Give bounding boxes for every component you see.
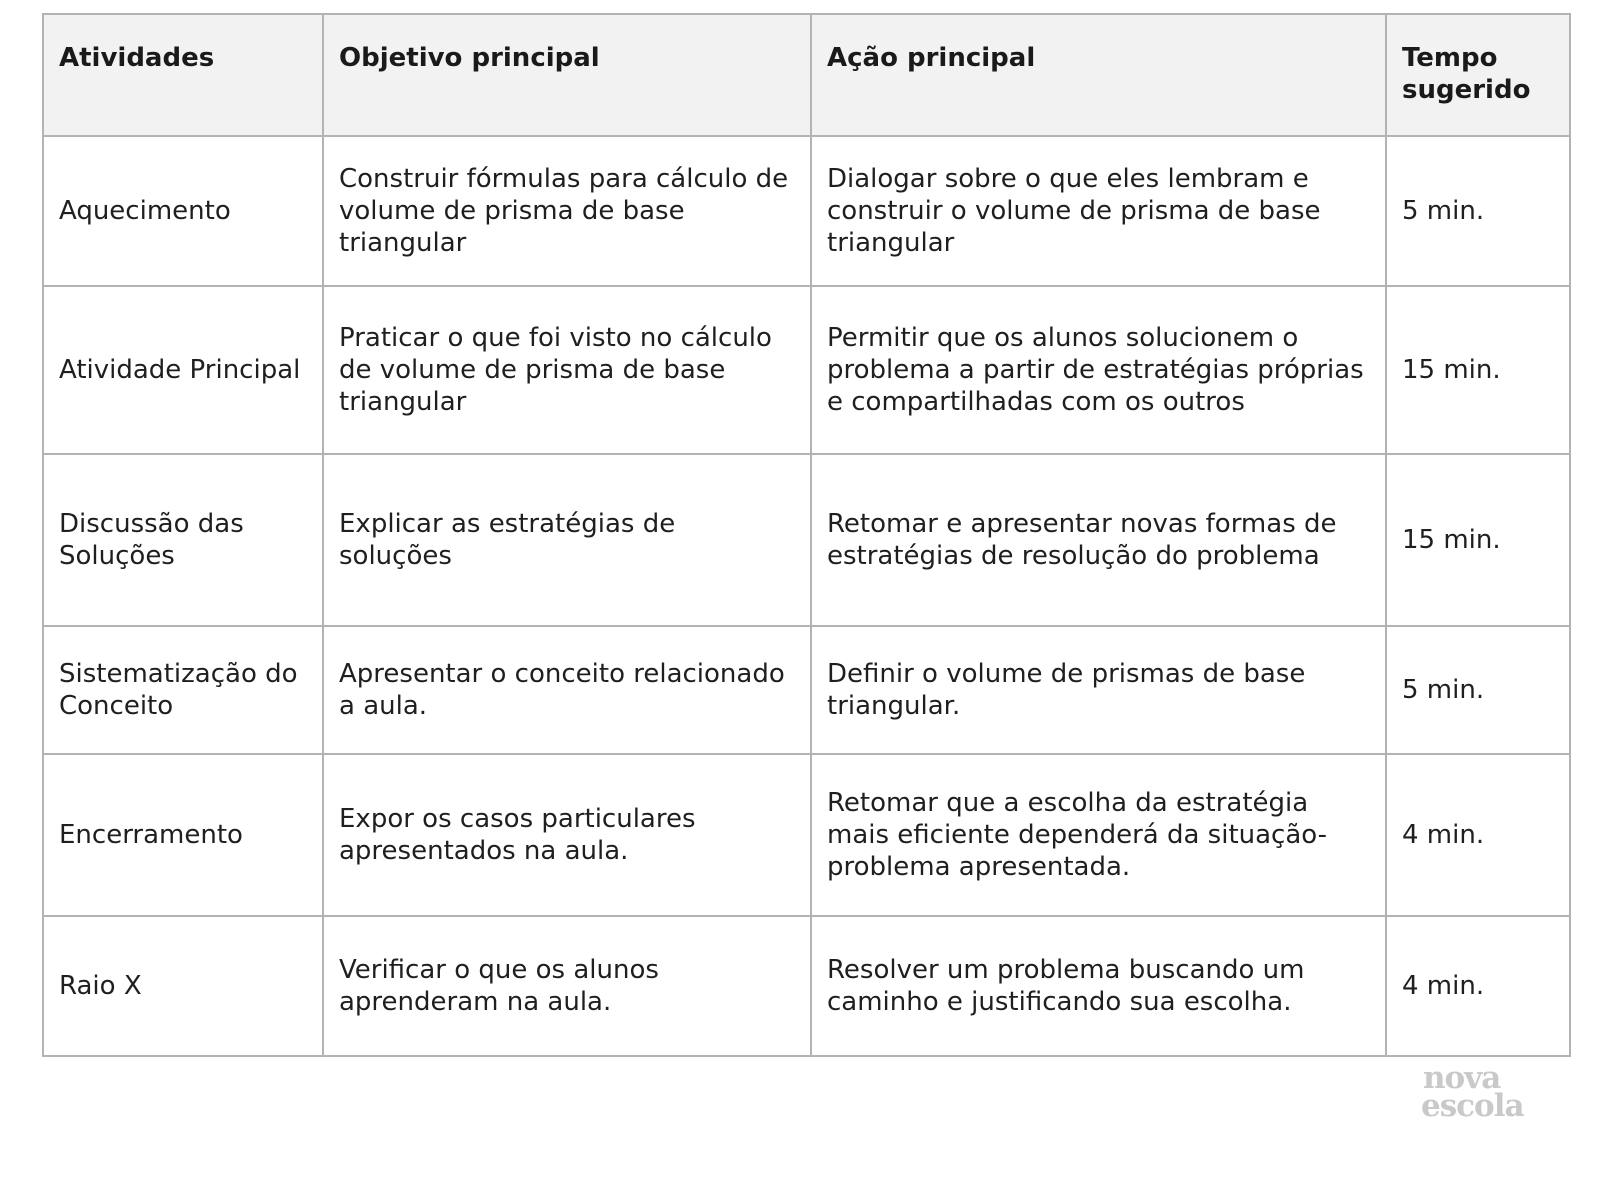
cell-acao: Resolver um problema buscando um caminho e justificando sua escolha. xyxy=(811,916,1386,1056)
cell-acao: Definir o volume de prismas de base triangular. xyxy=(811,626,1386,754)
header-objetivo-principal: Objetivo principal xyxy=(323,14,811,136)
cell-tempo: 5 min. xyxy=(1386,626,1570,754)
cell-atividade: Discussão das Soluções xyxy=(43,454,323,626)
cell-tempo: 5 min. xyxy=(1386,136,1570,286)
cell-acao: Retomar e apresentar novas formas de estratégias de resolução do problema xyxy=(811,454,1386,626)
cell-objetivo: Construir fórmulas para cálculo de volume de prisma de base triangular xyxy=(323,136,811,286)
cell-atividade: Raio X xyxy=(43,916,323,1056)
cell-tempo: 15 min. xyxy=(1386,286,1570,454)
cell-tempo: 4 min. xyxy=(1386,754,1570,916)
table-row xyxy=(43,454,1570,626)
table-row xyxy=(43,916,1570,1056)
cell-objetivo: Apresentar o conceito relacionado a aula. xyxy=(323,626,811,754)
table-body xyxy=(43,136,1570,1056)
cell-atividade: Encerramento xyxy=(43,754,323,916)
cell-acao: Dialogar sobre o que eles lembram e construir o volume de prisma de base triangular xyxy=(811,136,1386,286)
cell-acao: Retomar que a escolha da estratégia mais eficiente dependerá da situação-problema apresentada. xyxy=(811,754,1386,916)
cell-objetivo: Explicar as estratégias de soluções xyxy=(323,454,811,626)
cell-tempo: 15 min. xyxy=(1386,454,1570,626)
table-row xyxy=(43,286,1570,454)
cell-acao: Permitir que os alunos solucionem o problema a partir de estratégias próprias e compartilhadas com os outros xyxy=(811,286,1386,454)
nova-escola-logo xyxy=(1421,1060,1551,1124)
cell-atividade: Atividade Principal xyxy=(43,286,323,454)
cell-tempo: 4 min. xyxy=(1386,916,1570,1056)
cell-objetivo: Praticar o que foi visto no cálculo de volume de prisma de base triangular xyxy=(323,286,811,454)
header-row xyxy=(43,14,1570,136)
cell-atividade: Sistematização do Conceito xyxy=(43,626,323,754)
cell-objetivo: Verificar o que os alunos aprenderam na aula. xyxy=(323,916,811,1056)
logo-line-escola: escola xyxy=(1421,1088,1524,1124)
table-row xyxy=(43,754,1570,916)
cell-objetivo: Expor os casos particulares apresentados na aula. xyxy=(323,754,811,916)
header-acao-principal: Ação principal xyxy=(811,14,1386,136)
table-header xyxy=(43,14,1570,136)
cell-atividade: Aquecimento xyxy=(43,136,323,286)
header-atividades: Atividades xyxy=(43,14,323,136)
table-row xyxy=(43,626,1570,754)
lesson-plan-table xyxy=(42,13,1571,1057)
logo-line-nova: nova xyxy=(1423,1060,1501,1096)
header-tempo-sugerido: Tempo sugerido xyxy=(1386,14,1570,136)
table-row xyxy=(43,136,1570,286)
